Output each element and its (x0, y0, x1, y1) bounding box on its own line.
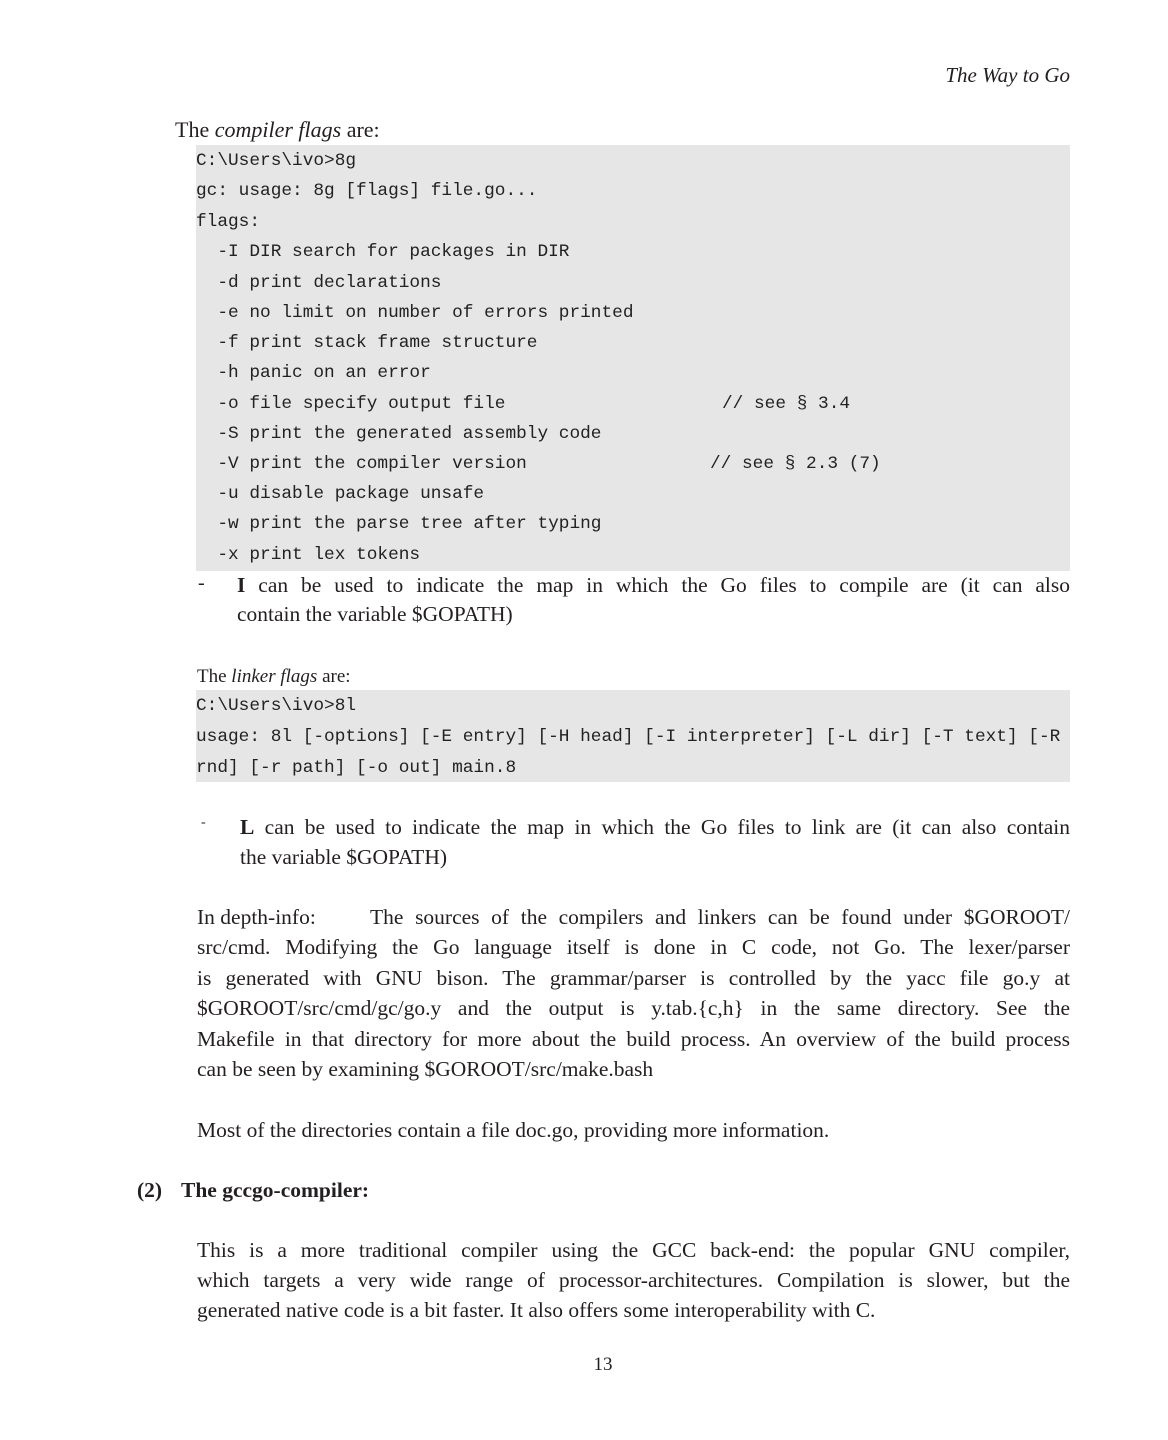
intro-emphasis: compiler flags (214, 117, 342, 142)
depth-info-line: The sources of the compilers and linkers can be found under $GOROOT/ (370, 905, 1070, 929)
bullet-I-line (237, 572, 1070, 598)
code-line: -x print lex tokens (196, 545, 421, 565)
depth-info-line: can be seen by examining $GOROOT/src/make.bash (197, 1057, 654, 1081)
code-line: gc: usage: 8g [flags] file.go... (196, 181, 538, 201)
code-line: -f print stack frame structure (196, 333, 538, 353)
intro-text: are: (341, 117, 380, 142)
code-line: -V print the compiler version (196, 454, 527, 474)
intro-text: The (197, 666, 232, 687)
bullet-text: can be used to indicate the map in which the Go files to link are (it can also contain (254, 815, 1070, 839)
code-line: C:\Users\ivo>8g (196, 151, 357, 171)
compiler-code-block (196, 145, 1070, 571)
doc-note: Most of the directories contain a file doc.go, providing more information. (197, 1118, 830, 1142)
linker-flags-intro (197, 664, 351, 690)
depth-info-line: src/cmd. Modifying the Go language itself is done in C code, not Go. The lexer/parser (197, 935, 1070, 959)
section-heading: The gccgo-compiler: (181, 1178, 370, 1202)
bullet-dash: - (198, 572, 205, 594)
bullet-text: can be used to indicate the map in which the Go files to compile are (it can also (245, 573, 1070, 597)
code-line: -S print the generated assembly code (196, 424, 602, 444)
code-line: flags: (196, 212, 261, 232)
code-comment: // see § 3.4 (722, 394, 851, 414)
bullet-L-line: the variable $GOPATH) (240, 845, 448, 869)
code-line: -h panic on an error (196, 363, 431, 383)
intro-text: are: (317, 666, 351, 687)
bullet-dash: - (201, 815, 206, 830)
code-line: -u disable package unsafe (196, 484, 485, 504)
gccgo-line: generated native code is a bit faster. It also offers some interoperability with C. (197, 1298, 876, 1322)
code-line: -d print declarations (196, 273, 442, 293)
page-number: 13 (593, 1354, 613, 1375)
code-line: usage: 8l [-options] [-E entry] [-H head] [-I interpreter] [-L dir] [-T text] [-R (196, 727, 1061, 747)
depth-info-line: $GOROOT/src/cmd/gc/go.y and the output is y.tab.{c,h} in the same directory. See the (197, 996, 1070, 1020)
code-line: -e no limit on number of errors printed (196, 303, 634, 323)
depth-info-line: Makefile in that directory for more about the build process. An overview of the build process (197, 1027, 1070, 1051)
bullet-I-line: contain the variable $GOPATH) (237, 602, 513, 626)
intro-emphasis: linker flags (231, 666, 318, 687)
section-number: (2) (137, 1178, 163, 1202)
gccgo-line: This is a more traditional compiler using the GCC back-end: the popular GNU compiler, (197, 1238, 1070, 1262)
bullet-L-line (240, 814, 1070, 840)
flag-key: L (240, 815, 255, 839)
code-line: rnd] [-r path] [-o out] main.8 (196, 758, 517, 778)
depth-info-label: In depth-info: (197, 905, 316, 929)
gccgo-line: which targets a very wide range of processor-architectures. Compilation is slower, but the (197, 1268, 1070, 1292)
code-line: -o file specify output file (196, 394, 506, 414)
code-comment: // see § 2.3 (7) (710, 454, 881, 474)
code-line: -w print the parse tree after typing (196, 514, 602, 534)
running-header: The Way to Go (945, 63, 1070, 87)
code-line: C:\Users\ivo>8l (196, 696, 357, 716)
depth-info-line: is generated with GNU bison. The grammar/parser is controlled by the yacc file go.y at (197, 966, 1070, 990)
flag-key: I (237, 573, 246, 597)
compiler-flags-intro (175, 117, 380, 143)
intro-text: The (175, 117, 215, 142)
code-line: -I DIR search for packages in DIR (196, 242, 570, 262)
linker-code-block (196, 690, 1070, 782)
